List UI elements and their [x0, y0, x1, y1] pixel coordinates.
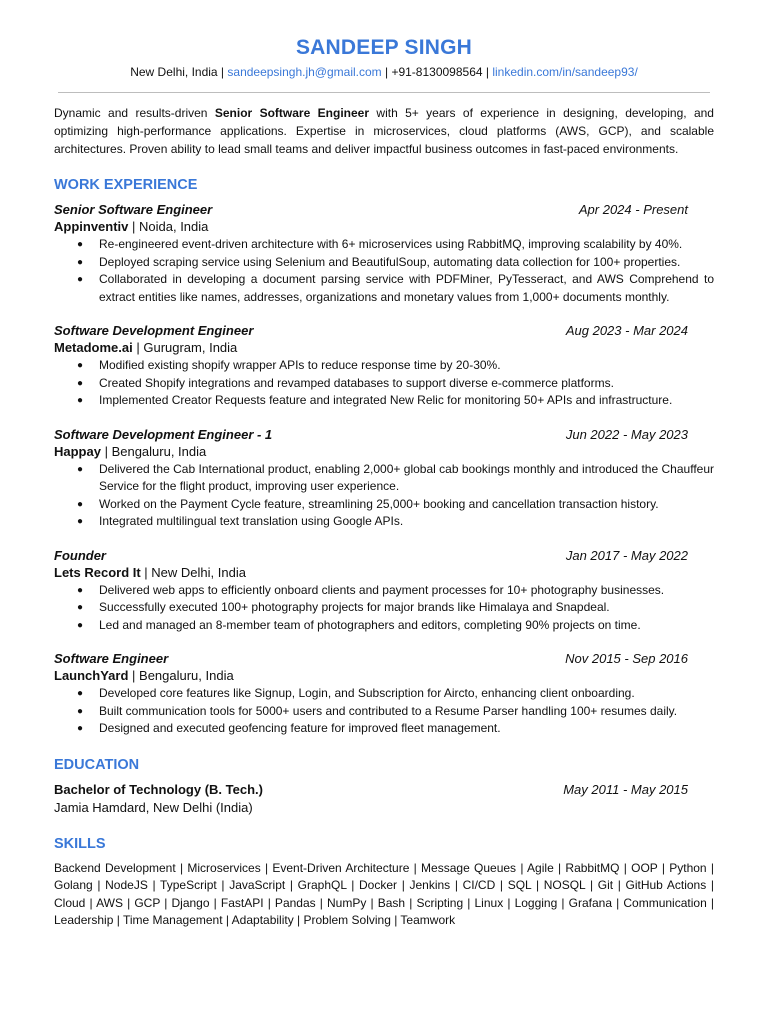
job-company-line: [54, 443, 714, 461]
phone: +91-8130098564: [391, 65, 483, 79]
job-bullets: [54, 461, 714, 531]
bullet-icon: ●: [77, 705, 84, 717]
company-location: | Noida, India: [128, 219, 209, 234]
degree: Bachelor of Technology (B. Tech.): [54, 781, 263, 797]
bullet-icon: ●: [77, 584, 84, 596]
bullet-item: ● Collaborated in developing a document parsing service with PDFMiner, PyTesseract, and AWS Comprehend to extract entities like names, addresses, organizations and monetary values from 1,000+ documents monthly.: [77, 272, 714, 304]
bullet-item: ● Delivered the Cab International product, enabling 2,000+ global cab bookings monthly and introduced the Chauffeur Service for the flight product, improving user experience.: [77, 461, 714, 493]
job-bullets: [54, 357, 714, 410]
section-title-work-experience: WORK EXPERIENCE: [54, 177, 198, 193]
location: New Delhi, India: [130, 65, 218, 79]
company-location: | Bengaluru, India: [128, 668, 234, 683]
bullet-icon: ●: [77, 274, 84, 285]
job-bullets: [54, 685, 714, 738]
bullet-item: ● Worked on the Payment Cycle feature, streamlining 25,000+ booking and cancellation transaction history.: [99, 496, 714, 514]
section-title-education: EDUCATION: [54, 756, 140, 773]
bullet-item: ● Successfully executed 100+ photography projects for major brands like Himalaya and Snapdeal.: [99, 599, 714, 617]
bullet-item: ● Deployed scraping service using Selenium and BeautifulSoup, automating data collection for 100+ properties.: [99, 254, 714, 272]
company-name: Happay: [54, 443, 101, 459]
job-dates: Nov 2015 - Sep 2016: [565, 651, 688, 666]
bullet-item: ● Designed and executed geofencing feature for improved fleet management.: [99, 720, 714, 738]
candidate-name: SANDEEP SINGH: [295, 36, 473, 59]
job-entry: [54, 322, 714, 410]
bullet-icon: ●: [77, 602, 84, 613]
bullet-item: ● Built communication tools for 5000+ users and contributed to a Resume Parser handling 100+ resumes daily.: [99, 703, 714, 721]
job-bullets: [54, 582, 714, 635]
bullet-icon: ●: [77, 619, 84, 631]
bullet-item: ● Created Shopify integrations and revamped databases to support diverse e-commerce platforms.: [99, 375, 714, 393]
job-dates: Apr 2024 - Present: [578, 202, 688, 217]
job-role: Software Development Engineer - 1: [54, 426, 273, 442]
company-name: Lets Record It: [54, 564, 141, 580]
company-location: | New Delhi, India: [140, 564, 246, 580]
job-entry: [54, 650, 714, 738]
job-role: Software Engineer: [54, 651, 169, 666]
company-name: Appinventiv: [54, 219, 129, 234]
contact-line: New Delhi, India | sandeepsingh.jh@gmail.com | +91-8130098564 | linkedin.com/in/sandeep93/: [130, 65, 638, 79]
job-entry: [54, 547, 714, 635]
bullet-icon: ●: [77, 395, 84, 406]
bullet-item: ● Integrated multilingual text translation using Google APIs.: [99, 513, 714, 531]
header-divider: [58, 92, 710, 93]
education-dates: May 2011 - May 2015: [563, 781, 688, 797]
job-entry: [54, 426, 714, 531]
bullet-item: ● Developed core features like Signup, Login, and Subscription for Aircto, enhancing client onboarding.: [99, 685, 714, 703]
bullet-icon: ●: [77, 360, 84, 371]
job-role: Senior Software Engineer: [54, 202, 213, 217]
bullet-icon: ●: [77, 516, 84, 527]
company-name: Metadome.ai: [54, 340, 133, 355]
bullet-icon: ●: [77, 239, 84, 250]
job-dates: Jan 2017 - May 2022: [565, 547, 688, 563]
work-experience-list: [54, 201, 714, 738]
bullet-icon: ●: [77, 256, 84, 268]
education-entry: [54, 781, 714, 817]
bullet-icon: ●: [77, 377, 84, 389]
bullet-item: ● Delivered web apps to efficiently onboard clients and payment processes for 10+ photography businesses.: [99, 582, 714, 600]
job-dates: Jun 2022 - May 2023: [565, 426, 688, 442]
section-title-skills: SKILLS: [54, 835, 106, 852]
school: Jamia Hamdard, New Delhi (India): [54, 799, 253, 815]
company-location: | Gurugram, India: [132, 340, 238, 355]
bullet-icon: ●: [77, 498, 84, 510]
bullet-item: ● Modified existing shopify wrapper APIs to reduce response time by 20-30%.: [99, 357, 714, 375]
email-link[interactable]: sandeepsingh.jh@gmail.com: [227, 65, 382, 79]
job-company-line: [54, 667, 714, 685]
job-bullets: [54, 236, 714, 306]
job-dates: Aug 2023 - Mar 2024: [565, 323, 688, 338]
job-company-line: [54, 564, 714, 582]
skills-list: Backend Development | Microservices | Event-Driven Architecture | Message Queues | Agile | RabbitMQ | OOP | Python | Golang | NodeJS | TypeScript | JavaScript | GraphQL | Docker | Jenkins | CI/CD | SQL | NOSQL | Git | GitHub Actions | Cloud | AWS | GCP | Django | FastAPI | Pandas | NumPy | Bash | Scripting | Linux | Logging | Grafana | Communication | Leadership | Time Management | Adaptability | Problem Solving | Teamwork: [54, 860, 714, 927]
bullet-icon: ●: [77, 688, 84, 699]
company-name: LaunchYard: [54, 668, 129, 683]
job-entry: [54, 201, 714, 306]
linkedin-link[interactable]: linkedin.com/in/sandeep93/: [492, 65, 638, 79]
bullet-item: ● Implemented Creator Requests feature and integrated New Relic for monitoring 50+ APIs and infrastructure.: [99, 392, 714, 410]
job-company-line: [54, 339, 714, 357]
bullet-icon: ●: [77, 463, 84, 475]
job-role: Founder: [54, 547, 106, 563]
job-company-line: [54, 218, 714, 236]
company-location: | Bengaluru, India: [100, 443, 207, 459]
bullet-item: ● Led and managed an 8-member team of photographers and editors, completing 90% projects on time.: [99, 617, 714, 635]
summary: Dynamic and results-driven Senior Software Engineer with 5+ years of experience in designing, developing, and optimizing high-performance applications. Expertise in microservices, cloud platforms (AWS, GCP), and scalable architectures. Proven ability to lead small teams and deliver impactful business outcomes in fast-paced environments.: [54, 106, 714, 156]
bullet-item: ● Re-engineered event-driven architecture with 6+ microservices using RabbitMQ, improving scalability by 40%.: [99, 236, 714, 254]
bullet-icon: ●: [77, 723, 84, 734]
job-role: Software Development Engineer: [54, 323, 254, 338]
